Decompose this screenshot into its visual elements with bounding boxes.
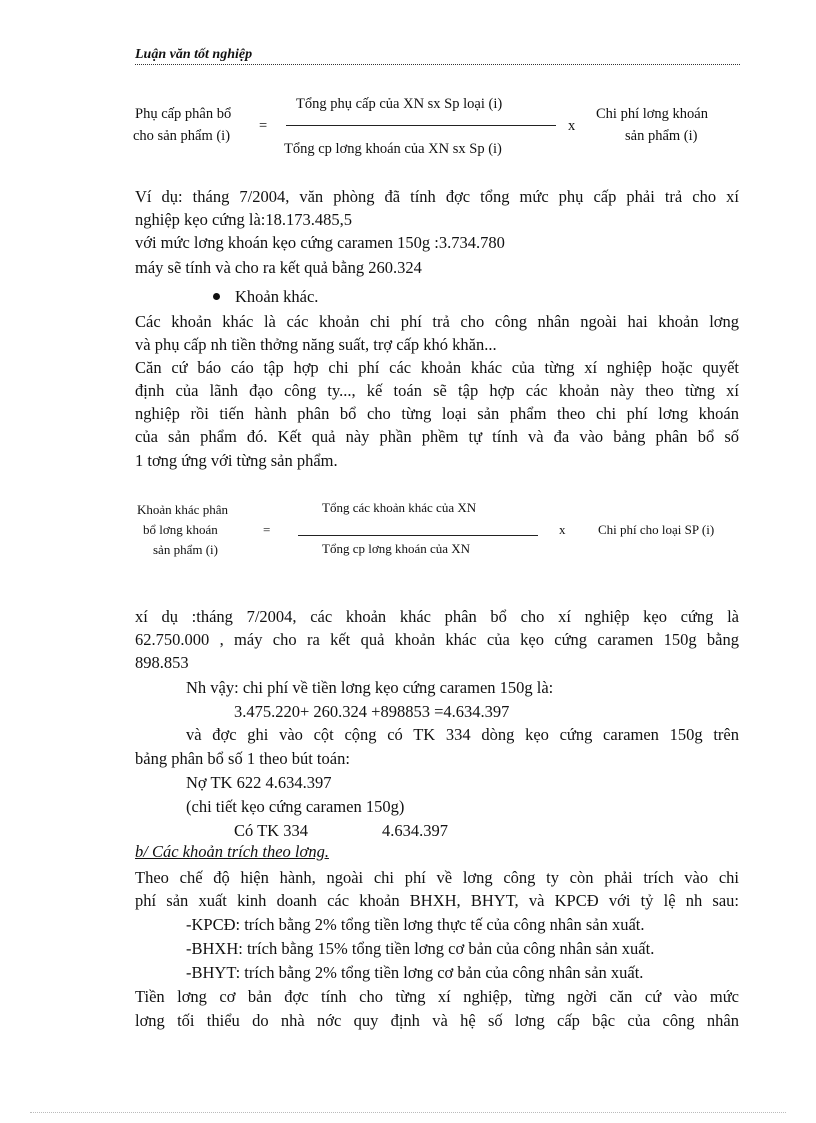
summary-line4: bảng phân bổ số 1 theo bút toán: (135, 749, 350, 768)
paragraph2-line4: của sản phẩm đó. Kết quả này phần phềm tự tính và đa vào bảng phân bổ số (135, 427, 739, 446)
formula1-left-line1: Phụ cấp phân bổ (135, 106, 232, 122)
formula2-times: x (559, 522, 566, 537)
formula2-left-line1: Khoản khác phân (137, 502, 228, 517)
paragraph2-line1: Căn cứ báo cáo tập hợp chi phí các khoản khác của từng xí nghiệp hoặc quyết (135, 358, 739, 377)
rate-bhxh: -BHXH: trích bằng 15% tổng tiền lơng cơ bản của công nhân sản xuất. (186, 939, 655, 958)
formula1-numerator: Tổng phụ cấp của XN sx Sp loại (i) (296, 96, 503, 112)
example2-line2: 62.750.000 , máy cho ra kết quả khoản khác của kẹo cứng caramen 150g bằng (135, 630, 739, 649)
page-bottom-rule (30, 1112, 786, 1113)
header-title: Luận văn tốt nghiệp (135, 47, 253, 62)
section-b-heading: b/ Các khoản trích theo lơng. (135, 842, 329, 861)
formula2-numerator: Tổng các khoản khác của XN (322, 500, 477, 515)
paragraph3-line2: phí sản xuất kinh doanh các khoản BHXH, BHYT, và KPCĐ với tỷ lệ nh sau: (135, 891, 739, 910)
formula2-equals: = (263, 522, 271, 537)
summary-line2: 3.475.220+ 260.324 +898853 =4.634.397 (234, 702, 510, 721)
formula2-left-line3: sản phẩm (i) (153, 542, 218, 557)
header-rule (135, 64, 740, 65)
formula1-left-line2: cho sản phẩm (i) (133, 128, 231, 144)
example1-line3: với mức lơng khoán kẹo cứng caramen 150g :3.734.780 (135, 233, 505, 252)
formula2-denominator: Tổng cp lơng khoán của XN (322, 541, 471, 556)
formula2-right: Chi phí cho loại SP (i) (598, 522, 715, 537)
rate-bhyt: -BHYT: trích bằng 2% tổng tiền lơng cơ bản của công nhân sản xuất. (186, 963, 644, 982)
example1-line1: Ví dụ: tháng 7/2004, văn phòng đã tính đợc tổng mức phụ cấp phải trả cho xí (135, 187, 739, 206)
summary-line1: Nh vậy: chi phí về tiền lơng kẹo cứng caramen 150g là: (186, 678, 554, 697)
bullet-icon (213, 293, 220, 300)
paragraph2-line3: nghiệp rồi tiến hành phân bổ cho từng loại sản phẩm theo chi phí lơng khoán (135, 404, 739, 423)
formula2-left-line2: bổ lơng khoán (143, 522, 218, 537)
summary-line3: và đợc ghi vào cột cộng có TK 334 dòng kẹo cứng caramen 150g trên (186, 725, 739, 744)
example1-line4: máy sẽ tính và cho ra kết quả bằng 260.324 (135, 258, 422, 277)
example1-line2: nghiệp kẹo cứng là:18.173.485,5 (135, 210, 352, 229)
rate-kpcd: -KPCĐ: trích bằng 2% tổng tiền lơng thực tế của công nhân sản xuất. (186, 915, 645, 934)
formula2-fraction-bar (298, 535, 538, 536)
paragraph4-line1: Tiền lơng cơ bản đợc tính cho từng xí nghiệp, từng ngời căn cứ vào mức (135, 987, 739, 1006)
formula1-denominator: Tổng cp lơng khoán của XN sx Sp (i) (284, 141, 502, 157)
journal-debit: Nợ TK 622 4.634.397 (186, 773, 332, 792)
formula1-equals: = (259, 118, 268, 134)
journal-credit-label: Có TK 334 (234, 821, 308, 840)
paragraph1-line1: Các khoản khác là các khoản chi phí trả cho công nhân ngoài hai khoản lơng (135, 312, 739, 331)
bullet-item: Khoản khác. (235, 287, 319, 306)
formula1-fraction-bar (286, 125, 556, 126)
example2-line3: 898.853 (135, 653, 189, 672)
paragraph2-line5: 1 tơng ứng với từng sản phẩm. (135, 451, 338, 470)
formula1-times: x (568, 118, 576, 134)
paragraph3-line1: Theo chế độ hiện hành, ngoài chi phí về lơng công ty còn phải trích vào chi (135, 868, 739, 887)
example2-line1: xí dụ :tháng 7/2004, các khoản khác phân bổ cho xí nghiệp kẹo cứng là (135, 607, 739, 626)
paragraph4-line2: lơng tối thiểu do nhà nớc quy định và hệ số lơng cấp bậc của công nhân (135, 1011, 739, 1030)
formula1-right-line1: Chi phí lơng khoán (596, 106, 708, 122)
journal-detail: (chi tiết kẹo cứng caramen 150g) (186, 797, 405, 816)
formula1-right-line2: sản phẩm (i) (625, 128, 698, 144)
paragraph1-line2: và phụ cấp nh tiền thởng năng suất, trợ cấp khó khăn... (135, 335, 497, 354)
paragraph2-line2: định của lãnh đạo công ty..., kế toán sẽ tập hợp các khoản này theo từng xí (135, 381, 739, 400)
journal-credit-amount: 4.634.397 (382, 821, 448, 840)
